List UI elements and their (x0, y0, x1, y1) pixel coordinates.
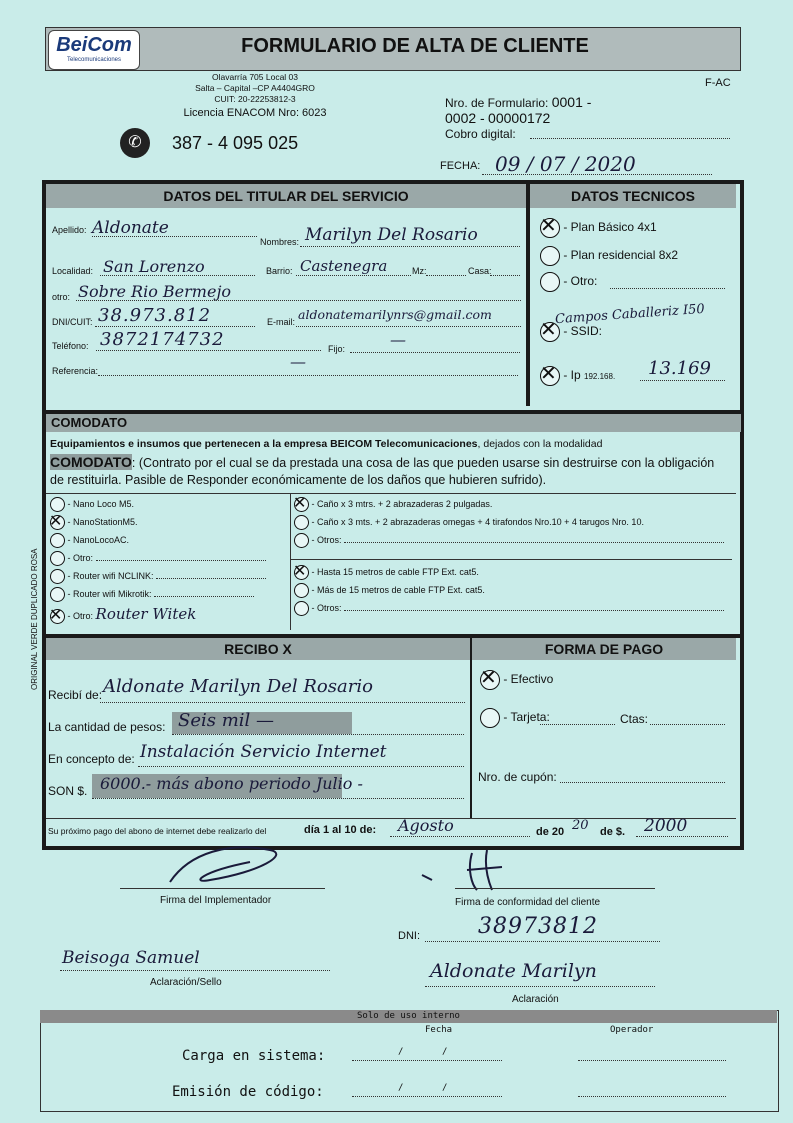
nanoloco-ac-label: - NanoLocoAC. (67, 534, 130, 545)
carga-fecha-line (352, 1060, 502, 1061)
aclaracion-sello-label: Aclaración/Sello (150, 977, 222, 988)
implementador-label: Firma del Implementador (160, 895, 272, 906)
email-label: E-mail: (267, 317, 296, 327)
carga-slash-2: / (442, 1047, 448, 1057)
tecnicos-header: DATOS TECNICOS (530, 184, 736, 208)
cano-2-pulgadas-radio[interactable] (294, 497, 309, 512)
plan-basico-label: - Plan Básico 4x1 (563, 220, 657, 235)
otro-line (76, 300, 521, 301)
cliente-name: Aldonate Marilyn (430, 960, 597, 982)
ip-label: - Ip (563, 368, 581, 383)
cupon-label: Nro. de cupón: (478, 770, 557, 784)
tarjeta-option[interactable] (480, 708, 550, 728)
referencia-label: Referencia: (52, 366, 99, 376)
option-otros-1[interactable] (294, 533, 734, 559)
referencia-line (98, 375, 518, 376)
son-label: SON $. (48, 784, 88, 798)
nanoloco-m5-radio[interactable] (50, 497, 65, 512)
fijo-line (350, 352, 520, 353)
otro-1-radio[interactable] (50, 551, 65, 566)
plan-otro-label: - Otro: (563, 274, 598, 289)
whatsapp-icon: ✆ (120, 128, 150, 158)
de20-label: de 20 (536, 826, 565, 838)
emision-label: Emisión de código: (172, 1084, 324, 1100)
aclaracion-label: Aclaración (512, 994, 559, 1005)
form-number-label: Nro. de Formulario: (445, 96, 549, 110)
address-line-1: Olavarría 705 Local 03 (212, 72, 298, 82)
otro-2-label: - Otro: (67, 611, 94, 621)
otro-1-label: - Otro: (67, 552, 94, 563)
address-line-2: Salta – Capital –CP A4404GRO (195, 83, 315, 93)
plan-basico-option[interactable] (540, 218, 657, 238)
implementador-name: Beisoga Samuel (62, 948, 200, 968)
plan-residencial-radio[interactable] (540, 246, 560, 266)
recibo-divider (470, 638, 472, 818)
otros-1-label: - Otros: (311, 534, 342, 545)
nombres-label: Nombres: (260, 237, 300, 247)
email-line (296, 326, 521, 327)
comodato-header: COMODATO (46, 414, 741, 432)
efectivo-label: - Efectivo (503, 672, 554, 687)
proximo-mes: Agosto (398, 816, 454, 835)
barrio-label: Barrio: (266, 266, 293, 276)
comodato-word: COMODATO (50, 454, 132, 470)
recibi-value: Aldonate Marilyn Del Rosario (103, 676, 373, 697)
comodato-divider (290, 494, 291, 630)
page-title: FORMULARIO DE ALTA DE CLIENTE (241, 35, 589, 57)
casa-label: Casa: (468, 266, 492, 276)
son-line (92, 798, 464, 799)
emision-fecha-line (352, 1096, 502, 1097)
fijo-value: — (390, 330, 406, 349)
otro-2-radio[interactable] (50, 609, 65, 624)
dni-value: 38.973.812 (98, 305, 212, 326)
apellido-label: Apellido: (52, 225, 87, 235)
aclaracion-line (425, 986, 655, 987)
fecha-line (482, 174, 712, 175)
apellido-value: Aldonate (92, 218, 169, 238)
concepto-value: Instalación Servicio Internet (140, 742, 387, 762)
comodato-top-rule (46, 493, 736, 494)
router-nclink-label: - Router wifi NCLINK: (67, 570, 154, 581)
emision-operador-line (578, 1096, 726, 1097)
cable-15-radio[interactable] (294, 565, 309, 580)
barrio-value: Castenegra (300, 257, 388, 275)
fijo-label: Fijo: (328, 344, 346, 354)
nombres-line (300, 246, 520, 247)
monto-value: 2000 (644, 816, 688, 836)
localidad-value: San Lorenzo (103, 257, 205, 276)
carga-label: Carga en sistema: (182, 1048, 326, 1064)
implementador-line (120, 888, 325, 889)
cantidad-line (172, 734, 464, 735)
comodato-def-text: : (Contrato por el cual se da prestada una cosa de las que pueden usarse sin destruirse con la obligación de restituirla. Pasible de Responder económicamente de los daños que hubieren sufrido). (50, 456, 715, 487)
cantidad-label: La cantidad de pesos: (48, 720, 166, 734)
telefono-label: Teléfono: (52, 341, 89, 351)
apellido-line (92, 236, 257, 237)
ctas-line (650, 724, 725, 725)
otros-2-radio[interactable] (294, 601, 309, 616)
concepto-label: En concepto de: (48, 752, 135, 766)
option-otro-1[interactable] (50, 551, 288, 569)
form-number-c: 00000172 (488, 110, 551, 126)
cliente-line (455, 888, 655, 889)
option-otro-2[interactable] (50, 605, 288, 623)
tarjeta-label: - Tarjeta: (503, 710, 550, 725)
otro-value: Sobre Rio Bermejo (78, 282, 232, 301)
emision-slash-2: / (442, 1083, 448, 1093)
cobro-line (530, 138, 730, 139)
interno-fecha-label: Fecha (425, 1025, 453, 1035)
barrio-line (296, 275, 411, 276)
cable-mas-15-radio[interactable] (294, 583, 309, 598)
proximo-label: Su próximo pago del abono de internet debe realizarlo del (48, 826, 267, 836)
ip-prefix: 192.168. (584, 372, 616, 382)
son-value: 6000.- más abono periodo Julio - (100, 774, 363, 793)
license: Licencia ENACOM Nro: 6023 (183, 107, 327, 119)
carga-slash-1: / (398, 1047, 404, 1057)
nanostation-m5-radio[interactable] (50, 515, 65, 530)
form-number-block (445, 95, 591, 142)
referencia-value: — (290, 352, 306, 371)
plan-basico-radio[interactable] (540, 218, 560, 238)
nanoloco-ac-radio[interactable] (50, 533, 65, 548)
option-cable-mas-15[interactable] (294, 583, 734, 601)
comodato-left-options (50, 497, 288, 623)
year-value: 20 (572, 818, 589, 833)
cobro-label: Cobro digital: (445, 127, 516, 141)
option-nanostation-m5[interactable] (50, 515, 288, 533)
plan-otro-line (610, 288, 725, 289)
localidad-label: Localidad: (52, 266, 94, 276)
section-divider (526, 184, 530, 406)
option-cano-2-pulgadas[interactable] (294, 497, 734, 515)
monto-label: de $. (600, 826, 626, 838)
telefono-line (96, 350, 321, 351)
cable-mas-15-label: - Más de 15 metros de cable FTP Ext. cat5. (311, 584, 485, 595)
titular-header: DATOS DEL TITULAR DEL SERVICIO (46, 184, 526, 208)
cupon-line (560, 782, 725, 783)
side-copy-label: ORIGINAL VERDE DUPLICADO ROSA (30, 548, 39, 690)
fecha-label: FECHA: (440, 160, 481, 172)
comodato-right-options (294, 497, 734, 619)
router-mikrotik-radio[interactable] (50, 587, 65, 602)
interno-operador-label: Operador (610, 1025, 654, 1035)
tarjeta-line (540, 724, 615, 725)
logo (48, 30, 140, 70)
form-number-b: 0002 - (445, 110, 485, 126)
comodato-intro-rest: , dejados con la modalidad (477, 438, 603, 450)
plan-otro-radio[interactable] (540, 272, 560, 292)
mz-label: Mz: (412, 266, 427, 276)
cuit: CUIT: 20-22253812-3 (214, 94, 296, 104)
cliente-dni-line (425, 941, 660, 942)
plan-residencial-label: - Plan residencial 8x2 (563, 248, 679, 263)
cano-omegas-radio[interactable] (294, 515, 309, 530)
router-mikrotik-label: - Router wifi Mikrotik: (67, 588, 152, 599)
localidad-line (100, 275, 255, 276)
recibo-bottom-rule (46, 818, 736, 819)
mz-line (426, 275, 466, 276)
cano-2-pulgadas-label: - Caño x 3 mtrs. + 2 abrazaderas 2 pulgadas. (311, 498, 493, 509)
logo-subtext: Telecomunicaciones (66, 57, 122, 63)
emision-slash-1: / (398, 1083, 404, 1093)
dni-label: DNI/CUIT: (52, 317, 93, 327)
form-number-a: 0001 - (551, 94, 592, 110)
ssid-label: - SSID: (563, 324, 603, 339)
recibo-header: RECIBO X (46, 638, 470, 660)
nanoloco-m5-label: - Nano Loco M5. (67, 498, 135, 509)
option-nanoloco-m5[interactable] (50, 497, 288, 515)
pago-header: FORMA DE PAGO (472, 638, 736, 660)
logo-text: BeiCom (56, 34, 132, 56)
aclaracion-sello-line (60, 970, 330, 971)
email-value: aldonatemarilynrs@gmail.com (298, 307, 492, 322)
nombres-value: Marilyn Del Rosario (305, 225, 478, 245)
option-cano-omegas[interactable] (294, 515, 734, 533)
tarjeta-radio[interactable] (480, 708, 500, 728)
ip-value: 13.169 (648, 358, 711, 379)
recibi-line (100, 702, 465, 703)
option-router-mikrotik[interactable] (50, 587, 288, 605)
cable-divider (290, 559, 732, 560)
ctas-label: Ctas: (620, 712, 649, 726)
efectivo-radio[interactable] (480, 670, 500, 690)
comodato-definition (50, 454, 730, 489)
telefono-value: 3872174732 (100, 329, 225, 350)
otros-2-label: - Otros: (311, 602, 342, 613)
nanostation-m5-label: - NanoStationM5. (67, 516, 138, 527)
implementador-signature-svg (150, 842, 300, 892)
fecha-value: 09 / 07 / 2020 (495, 152, 636, 176)
ip-line (640, 380, 725, 381)
concepto-line (138, 766, 464, 767)
cliente-dni-value: 38973812 (478, 914, 598, 939)
router-nclink-radio[interactable] (50, 569, 65, 584)
cantidad-value: Seis mil — (178, 710, 275, 731)
form-code: F-AC (705, 77, 731, 89)
dni-line (95, 326, 255, 327)
otros-1-radio[interactable] (294, 533, 309, 548)
cliente-dni-label: DNI: (398, 930, 420, 942)
company-info (150, 72, 360, 119)
otro-2-value: Router Witek (95, 605, 197, 623)
plan-otro-option[interactable] (540, 272, 597, 292)
option-nanoloco-ac[interactable] (50, 533, 288, 551)
interno-header: Solo de uso interno (40, 1010, 777, 1023)
carga-operador-line (578, 1060, 726, 1061)
recibi-label: Recibí de: (48, 688, 103, 702)
option-cable-15[interactable] (294, 565, 734, 583)
plan-residencial-option[interactable] (540, 246, 678, 266)
cable-15-label: - Hasta 15 metros de cable FTP Ext. cat5. (311, 566, 479, 577)
comodato-intro (50, 438, 730, 450)
ssid-value: Campos Caballeriz I50 (554, 301, 706, 328)
cano-omegas-label: - Caño x 3 mts. + 2 abrazaderas omegas + 4 tirafondos Nro.10 + 4 tarugos Nro. 10. (311, 516, 644, 527)
casa-line (490, 275, 520, 276)
ip-option[interactable] (540, 366, 615, 386)
monto-line (636, 836, 728, 837)
proximo-dia: día 1 al 10 de: (304, 824, 377, 836)
cliente-label: Firma de conformidad del cliente (455, 897, 601, 908)
option-otros-2[interactable] (294, 601, 734, 619)
option-router-nclink[interactable] (50, 569, 288, 587)
phone-number: 387 - 4 095 025 (172, 133, 299, 153)
ip-radio[interactable] (540, 366, 560, 386)
implementador-signature (150, 842, 300, 892)
comodato-intro-bold: Equipamientos e insumos que pertenecen a la empresa BEICOM Telecomunicaciones (50, 438, 478, 450)
proximo-line (390, 836, 530, 837)
efectivo-option[interactable] (480, 670, 553, 690)
otro-label: otro: (52, 292, 71, 302)
